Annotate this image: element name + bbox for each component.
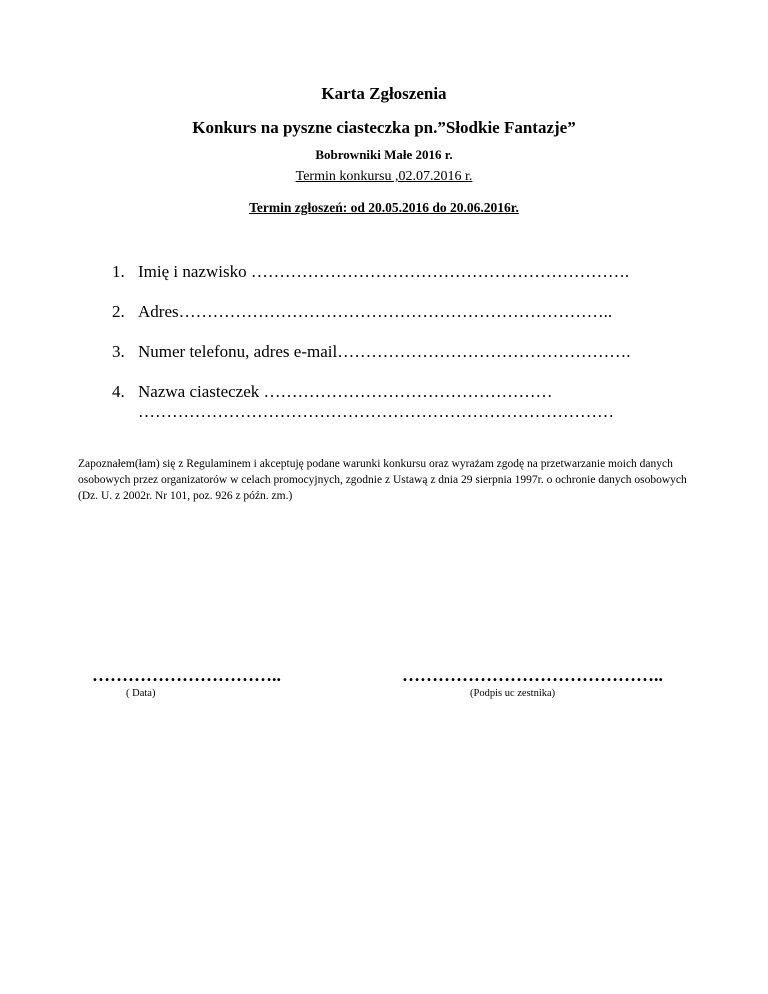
field-label: Adres………………………………………………………………….. <box>138 302 613 321</box>
consent-statement: Zapoznałem(łam) się z Regulaminem i akceptuję podane warunki konkursu oraz wyrażam zgodę na przetwarzanie moich danych osobowych przez organizatorów w celach promocyjnych, zgodnie z Ustawą z dnia 29 sierpnia 1997r. o ochronie danych osobowych (Dz. U. z 2002r. Nr 101, poz. 926 z późn. zm.) <box>78 458 687 502</box>
field-cookie-name[interactable] <box>112 382 553 402</box>
contest-name: Konkurs na pyszne ciasteczka pn.”Słodkie Fantazje” <box>192 118 576 137</box>
submission-deadline: Termin zgłoszeń: od 20.05.2016 do 20.06.2016r. <box>249 200 519 215</box>
signature-label: (Podpis uc zestnika) <box>470 688 556 699</box>
field-phone-email[interactable] <box>112 342 630 362</box>
form-title: Karta Zgłoszenia <box>321 84 447 103</box>
field-address[interactable] <box>112 302 612 322</box>
field-number: 3. <box>112 342 125 361</box>
date-label: ( Data) <box>126 688 156 699</box>
location-year: Bobrowniki Małe 2016 r. <box>315 147 453 162</box>
field-number: 4. <box>112 382 125 401</box>
field-number: 1. <box>112 262 125 281</box>
field-label: Imię i nazwisko …………………………………………………………. <box>138 262 630 281</box>
field-cookie-name-continuation[interactable]: ………………………………………………………………………… <box>138 402 614 421</box>
field-number: 2. <box>112 302 125 321</box>
contest-date: Termin konkursu ,02.07.2016 r. <box>295 169 473 184</box>
field-name[interactable] <box>112 262 629 282</box>
date-line[interactable]: ………………………….. <box>92 665 281 685</box>
field-label: Nazwa ciasteczek …………………………………………… <box>138 382 553 401</box>
field-label: Numer telefonu, adres e-mail……………………………………………. <box>138 342 631 361</box>
signature-line[interactable]: …………………………………….. <box>402 665 663 685</box>
